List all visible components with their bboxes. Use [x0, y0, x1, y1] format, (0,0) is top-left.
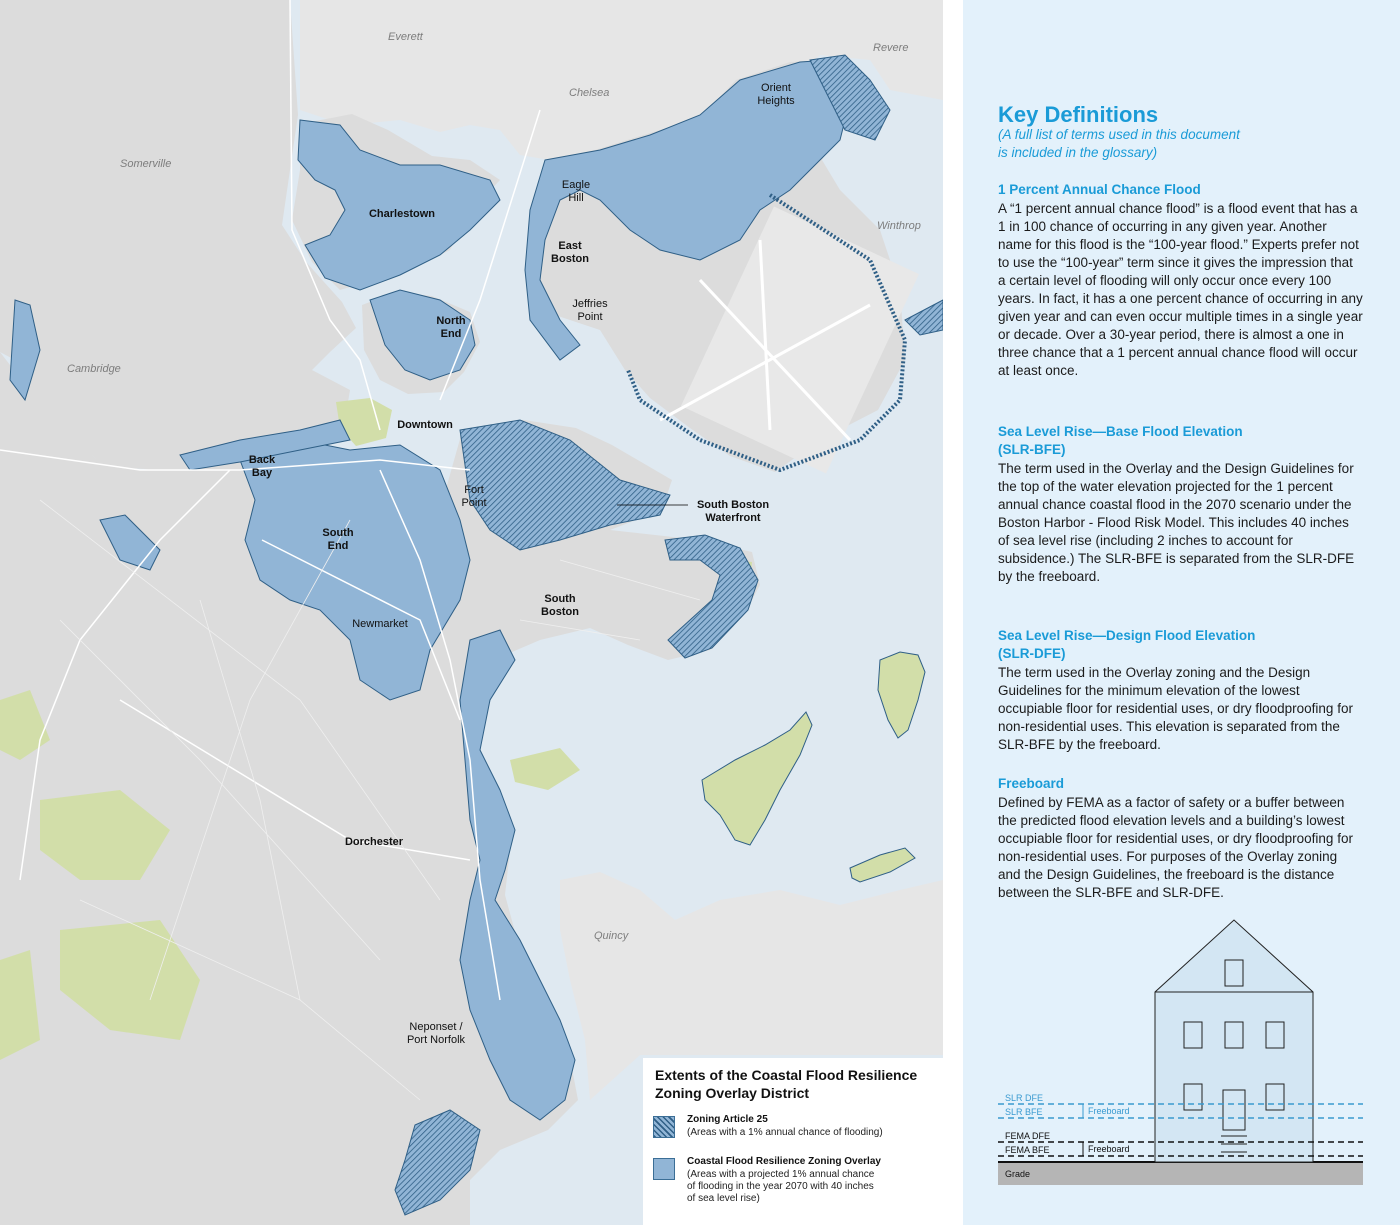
label-newmarket: Newmarket — [352, 618, 408, 630]
section-title-slr-bfe: Sea Level Rise—Base Flood Elevation (SLR-BFE) — [998, 424, 1243, 457]
panel-subtitle: (A full list of terms used in this document is included in the glossary) — [998, 127, 1240, 160]
freeboard-lower-label: Freeboard — [1088, 1144, 1130, 1154]
hatched-swatch — [653, 1116, 675, 1138]
place-cambridge: Cambridge — [67, 363, 121, 375]
label-fort-point: Fort Point — [461, 484, 487, 509]
key-definitions-panel — [963, 0, 1400, 1225]
label-charlestown: Charlestown — [368, 208, 435, 220]
place-revere: Revere — [873, 42, 909, 54]
label-downtown: Downtown — [397, 419, 453, 431]
section-body-slr-dfe: The term used in the Overlay zoning and the Design Guidelines for the minimum elevation of the lowest occupiable floor for residential uses, or dry floodproofing for non-residential uses. This elevation is separated from the SLR-BFE by the freeboard. — [998, 665, 1353, 752]
grade-label: Grade — [1005, 1169, 1031, 1179]
legend-title: Extents of the Coastal Flood Resilience Zoning Overlay District — [655, 1067, 918, 1101]
section-body-freeboard: Defined by FEMA as a factor of safety or a buffer between the predicted flood elevation levels and a building’s lowest occupiable floor for residential uses, or dry floodproofing for non-residential uses. For purposes of the Overlay zoning and the Design Guidelines, the freeboard is the distance between the SLR-BFE and SLR-DFE. — [998, 795, 1353, 900]
place-winthrop: Winthrop — [877, 220, 921, 232]
label-south-boston: South Boston — [541, 593, 579, 618]
label-east-boston: East Boston — [551, 240, 589, 265]
section-body-flood: A “1 percent annual chance flood” is a flood event that has a 1 in 100 chance of occurring in any given year. Another name for this flood is the “100-year flood.” Experts prefer not to use the “100-year” term since it gives the impression that a certain level of flooding will only occur once every 100 years. In fact, it has a one percent chance of occurring in any given year and can even occur multiple times in a single year or decade. Over a 30-year period, there is almost a one in three chance that a 1 percent annual chance flood will occur at least once. — [998, 201, 1363, 378]
house-outline — [1155, 920, 1313, 1162]
legend-item-desc: (Areas with a projected 1% annual chance of flooding in the year 2070 with 40 inches of sea level rise) — [687, 1169, 875, 1204]
grade-band — [998, 1162, 1363, 1185]
fema-dfe-label: FEMA DFE — [1005, 1131, 1051, 1141]
label-neponset: Neponset / Port Norfolk — [406, 1021, 466, 1046]
label-jeffries-point: Jeffries Point — [572, 298, 608, 323]
section-title-freeboard: Freeboard — [998, 776, 1065, 791]
label-dorchester: Dorchester — [344, 836, 404, 848]
solid-swatch — [653, 1158, 675, 1180]
label-back-bay: Back Bay — [248, 454, 276, 479]
place-chelsea: Chelsea — [569, 87, 610, 99]
slr-dfe-label: SLR DFE — [1005, 1093, 1044, 1103]
map-legend — [643, 1058, 943, 1225]
place-somerville: Somerville — [120, 158, 172, 170]
legend-item-name: Coastal Flood Resilience Zoning Overlay — [687, 1156, 881, 1167]
section-title-flood: 1 Percent Annual Chance Flood — [998, 182, 1201, 197]
place-everett: Everett — [388, 31, 423, 43]
label-orient-heights: Orient Heights — [757, 82, 795, 107]
place-quincy: Quincy — [594, 930, 629, 942]
panel-title: Key Definitions — [998, 102, 1159, 127]
section-title-slr-dfe: Sea Level Rise—Design Flood Elevation (SLR-DFE) — [998, 628, 1256, 661]
fema-bfe-label: FEMA BFE — [1005, 1145, 1050, 1155]
label-north-end: North End — [436, 315, 466, 340]
label-south-end: South End — [322, 527, 354, 552]
slr-bfe-label: SLR BFE — [1005, 1107, 1043, 1117]
label-south-boston-waterfront: South Boston Waterfront — [696, 499, 770, 524]
freeboard-diagram — [998, 912, 1363, 1192]
freeboard-upper-label: Freeboard — [1088, 1106, 1130, 1116]
legend-item-desc: (Areas with a 1% annual chance of flooding) — [687, 1127, 883, 1138]
section-body-slr-bfe: The term used in the Overlay and the Design Guidelines for the top of the water elevation projected for the 1 percent annual chance coastal flood in the 2070 scenario under the Boston Harbor - Flood Risk Model. This includes 40 inches of sea level rise (including 2 inches to account for subsidence.) The SLR-BFE is separated from the SLR-DFE by the freeboard. — [998, 461, 1355, 584]
legend-item-name: Zoning Article 25 — [687, 1114, 768, 1125]
label-eagle-hill: Eagle Hill — [561, 179, 591, 204]
